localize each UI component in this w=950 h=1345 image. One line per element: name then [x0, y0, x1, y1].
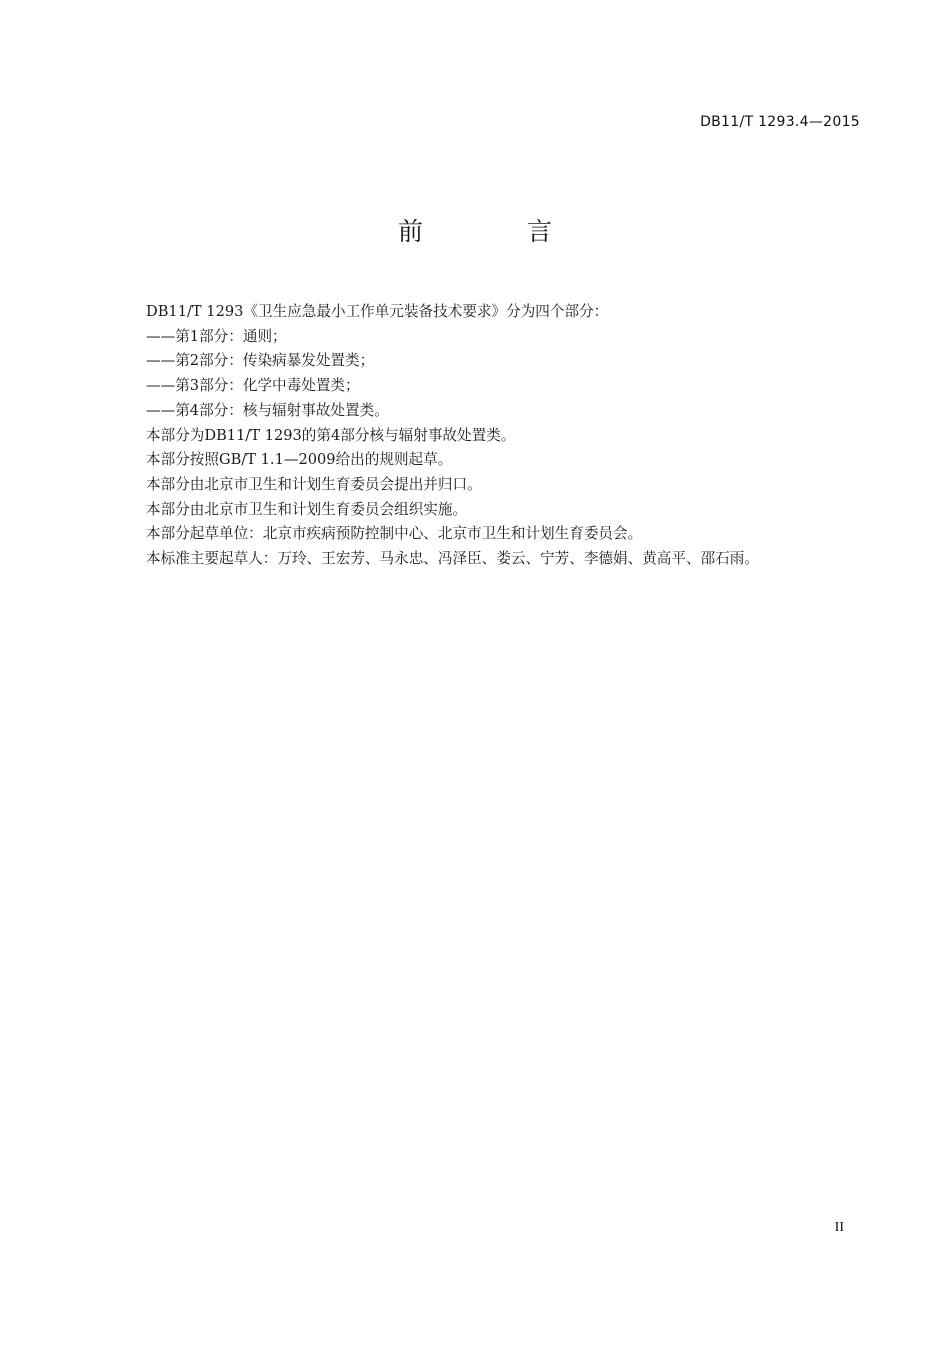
page-title: 前 言	[398, 217, 600, 246]
paragraph-part-2: ——第2部分：传染病暴发处置类；	[146, 352, 375, 370]
paragraph-proposer: 本部分由北京市卫生和计划生育委员会提出并归口。	[146, 475, 482, 493]
page-number: II	[834, 1220, 844, 1235]
paragraph-intro: DB11/T 1293《卫生应急最小工作单元装备技术要求》分为四个部分：	[146, 303, 609, 320]
paragraph-implementer: 本部分由北京市卫生和计划生育委员会组织实施。	[146, 500, 468, 518]
paragraph-drafting-units: 本部分起草单位：北京市疾病预防控制中心、北京市卫生和计划生育委员会。	[146, 525, 643, 543]
paragraph-part-4: ——第4部分：核与辐射事故处置类。	[146, 401, 389, 419]
document-code: DB11/T 1293.4—2015	[700, 114, 860, 130]
foreword-body	[146, 300, 866, 572]
paragraph-part-1: ——第1部分：通则；	[146, 327, 287, 345]
paragraph-drafting-rules: 本部分按照GB/T 1.1—2009给出的规则起草。	[146, 451, 453, 469]
paragraph-drafters: 本标准主要起草人：万玲、王宏芳、马永忠、冯泽臣、娄云、宁芳、李德娟、黄高平、邵石雨。	[146, 550, 759, 568]
paragraph-part-3: ——第3部分：化学中毒处置类；	[146, 377, 360, 395]
paragraph-scope: 本部分为DB11/T 1293的第4部分核与辐射事故处置类。	[146, 426, 516, 444]
